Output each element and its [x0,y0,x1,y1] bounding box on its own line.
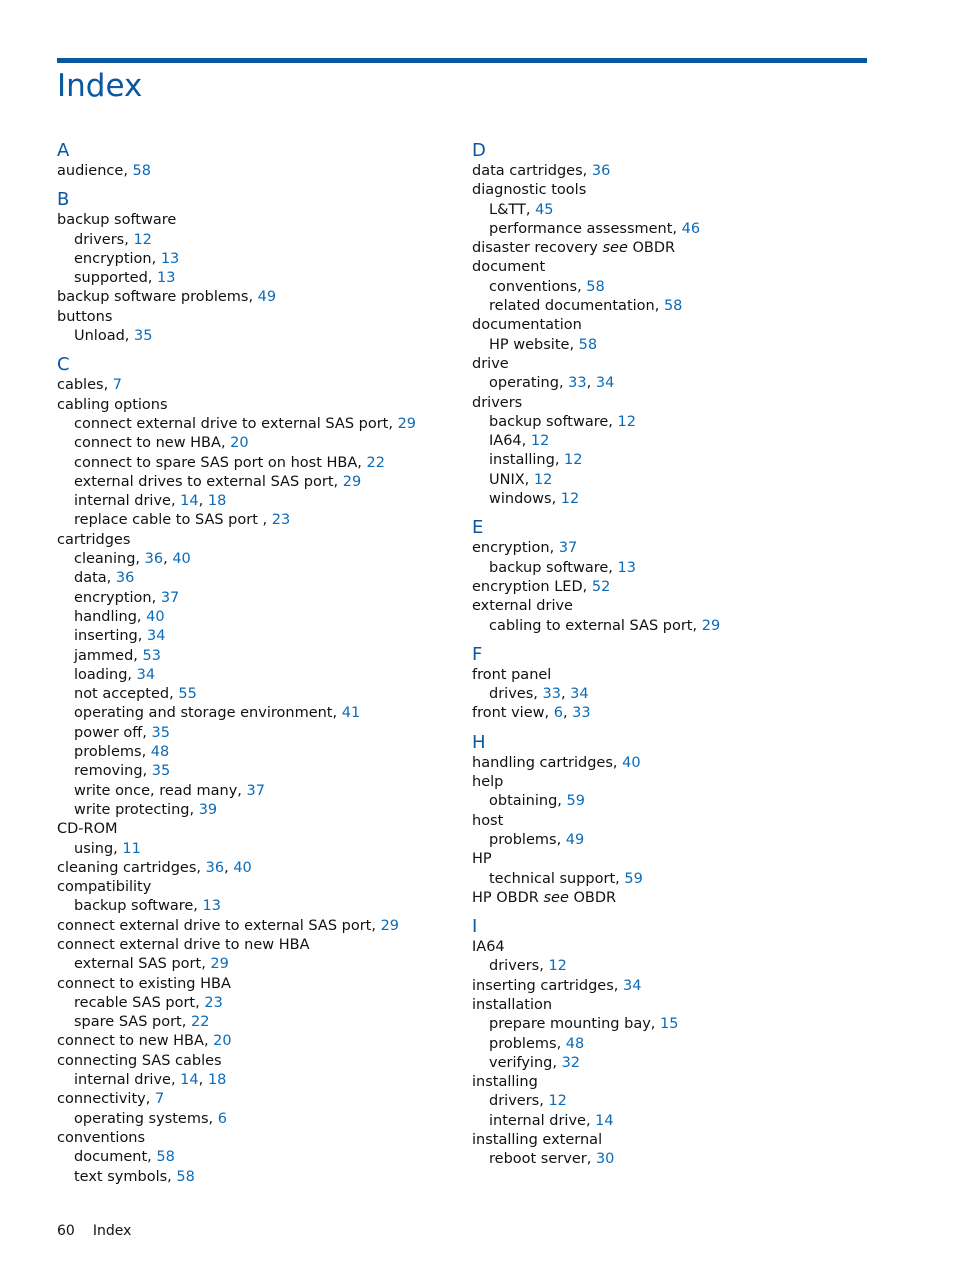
index-term: encryption [472,540,550,557]
index-term: cleaning cartridges [57,859,197,876]
page-link[interactable]: 18 [207,1072,227,1089]
page-link[interactable]: 34 [136,666,156,683]
page-link[interactable]: 34 [146,628,166,645]
index-term: performance assessment [489,220,673,237]
index-subentry: drivers, 12 [489,1093,567,1110]
page-link[interactable]: 13 [160,250,180,267]
index-subentry: UNIX, 12 [489,471,553,488]
index-term: cabling to external SAS port [489,617,693,634]
index-term: installing external [472,1132,603,1149]
index-subentry: related documentation, 58 [489,298,683,315]
index-term: encryption LED [472,578,583,595]
page-link[interactable]: 58 [663,298,683,315]
index-subentry: cabling to external SAS port, 29 [489,617,721,634]
index-entry: inserting cartridges, 34 [472,977,642,994]
index-term: connect to existing HBA [57,975,231,992]
index-term: HP OBDR [472,889,539,906]
see-reference-label: see [543,889,569,906]
index-term: data [74,570,107,587]
index-entry [57,211,467,230]
page-link[interactable]: 45 [535,201,554,218]
index-subentry: Unload, 35 [74,328,153,345]
index-entry [472,355,882,374]
page-link[interactable]: 40 [622,754,641,771]
index-term: problems [489,1035,557,1052]
page-link[interactable]: 29 [380,917,400,934]
index-term: host [472,812,504,829]
page-link[interactable]: 37 [558,540,578,557]
index-term: operating and storage environment [74,705,333,722]
page-link[interactable]: 12 [530,433,550,450]
page-link[interactable]: 52 [591,578,611,595]
index-term: connect to new HBA [74,435,221,452]
page-link[interactable]: 12 [560,491,580,508]
index-term: handling [74,608,137,625]
index-term: operating systems [74,1110,209,1127]
page-link[interactable]: 12 [564,452,583,469]
page-link[interactable]: 49 [565,831,585,848]
index-letter-heading: A [57,140,70,161]
index-term: connecting SAS cables [57,1052,222,1069]
page-link[interactable]: 39 [198,801,218,818]
index-term: CD-ROM [57,821,118,838]
index-term: internal drive [489,1112,586,1129]
page-title: Index [57,68,143,104]
index-subentry: backup software, 12 [489,413,636,430]
page-link[interactable]: 12 [617,413,636,430]
page-link[interactable]: 36 [205,859,225,876]
index-subentry: supported, 13 [74,270,176,287]
index-letter-heading: I [472,916,478,938]
index-term: not accepted [74,686,170,703]
page-link[interactable]: 35 [151,724,170,741]
index-term: using [74,840,114,857]
index-subentry: recable SAS port, 23 [74,994,223,1011]
index-entry [57,936,467,955]
index-subentry: backup software, 13 [74,898,221,915]
index-term: audience [57,163,124,179]
index-term: power off [74,724,143,741]
index-entry: encryption LED, 52 [472,578,611,595]
index-term: Unload [74,328,125,345]
page-link[interactable]: 15 [660,1016,679,1033]
page-link[interactable]: 34 [622,977,642,994]
index-entry: connect external drive to external SAS port, 29 [57,917,400,934]
page-link[interactable]: 7 [112,377,123,394]
index-entry [472,938,882,957]
page-link[interactable]: 36 [115,570,135,587]
page-link[interactable]: 29 [210,956,229,973]
index-term: HP [472,851,492,868]
index-subentry: data, 36 [74,570,135,587]
index-column-left [57,139,467,1194]
index-letter-heading: H [472,731,486,753]
page-link[interactable]: 33 [542,686,561,703]
index-term: IA64 [472,939,505,956]
page-link[interactable]: 49 [257,289,277,306]
index-subentry: reboot server, 30 [489,1151,615,1168]
index-section [472,915,882,1170]
index-entry: backup software problems, 49 [57,289,277,306]
index-term: buttons [57,308,113,325]
index-term: installation [472,996,553,1013]
index-term: installing [472,1074,538,1091]
index-term: drives [489,686,534,703]
page-link[interactable]: 13 [157,270,176,287]
index-entry [57,1129,467,1148]
index-term: external drive [472,598,573,615]
page-link[interactable]: 29 [342,473,362,490]
index-entry: connectivity, 7 [57,1091,165,1108]
index-term: internal drive [74,493,171,510]
index-term: write protecting [74,801,190,818]
page-link[interactable]: 58 [156,1149,175,1166]
index-entry [57,975,467,994]
footer-label: Index [92,1223,132,1239]
index-term: external drives to external SAS port [74,473,334,490]
page-link[interactable]: 23 [204,994,223,1011]
page-link[interactable]: 53 [142,647,161,664]
index-term: connect external drive to external SAS port [74,415,389,432]
index-subentry: IA64, 12 [489,433,550,450]
index-entry [57,531,467,550]
index-term: write once, read many [74,782,238,799]
index-subentry: replace cable to SAS port , 23 [74,512,291,529]
index-term: supported [74,270,148,287]
index-term: drivers [74,231,125,248]
index-subentry: internal drive, 14, 18 [74,493,227,510]
index-section [472,139,882,509]
index-term: reboot server [489,1151,587,1168]
index-entry: encryption, 37 [472,540,578,557]
footer-page-number: 60 [57,1223,75,1239]
index-term: front panel [472,666,552,683]
page-link[interactable]: 40 [146,608,165,625]
page-link[interactable]: 29 [397,415,417,432]
index-term: cartridges [57,531,131,548]
index-subentry: jammed, 53 [74,647,161,664]
index-subentry: internal drive, 14, 18 [74,1072,227,1089]
index-entry [472,812,882,831]
index-entry: handling cartridges, 40 [472,754,641,771]
index-term: diagnostic tools [472,182,587,199]
page-link[interactable]: 22 [190,1014,210,1031]
index-term: HP website [489,336,570,353]
index-subentry: encryption, 13 [74,250,180,267]
index-subentry: using, 11 [74,840,141,857]
index-entry [472,597,882,616]
index-subentry: cleaning, 36, 40 [74,551,191,568]
page-link[interactable]: 35 [151,763,171,780]
index-entry [472,1131,882,1150]
index-subentry: connect to spare SAS port on host HBA, 22 [74,454,385,471]
page-link[interactable]: 37 [160,589,180,606]
index-subentry: HP website, 58 [489,336,598,353]
index-term: encryption [74,589,152,606]
index-term: verifying [489,1054,553,1071]
page-link[interactable]: 35 [134,328,153,345]
index-term: conventions [57,1129,146,1146]
index-term: spare SAS port [74,1014,182,1031]
index-entry [472,666,882,685]
index-term: loading [74,666,128,683]
page-link[interactable]: 22 [366,454,385,471]
index-term: external SAS port [74,956,202,973]
index-entry [472,258,882,277]
see-reference-target: OBDR [573,889,617,906]
index-subentry: prepare mounting bay, 15 [489,1016,679,1033]
index-term: prepare mounting bay [489,1016,651,1033]
index-term: document [74,1149,148,1166]
index-letter-heading: E [472,517,484,539]
page-link[interactable]: 36 [591,163,611,179]
index-entry [472,1073,882,1092]
page-link[interactable]: 14 [595,1112,614,1129]
page-link[interactable]: 36 [144,551,164,568]
index-term: inserting [74,628,138,645]
index-subentry: loading, 34 [74,666,156,683]
index-subentry: drivers, 12 [74,231,152,248]
page-link[interactable]: 40 [233,859,252,876]
page-link[interactable]: 58 [132,163,151,179]
page-link[interactable]: 11 [122,840,141,857]
page-link[interactable]: 48 [150,744,170,761]
page-link[interactable]: 46 [681,220,701,237]
index-subentry: connect external drive to external SAS port, 29 [74,415,417,432]
index-term: technical support [489,870,616,887]
index-term: handling cartridges [472,754,613,771]
index-term: cabling options [57,396,168,413]
page-link[interactable]: 37 [246,782,265,799]
index-subentry: external drives to external SAS port, 29 [74,473,362,490]
index-entry [472,239,882,258]
index-term: installing [489,452,555,469]
index-subentry: L&TT, 45 [489,201,554,218]
page-link[interactable]: 23 [271,512,291,529]
index-term: obtaining [489,793,558,810]
index-subentry: installing, 12 [489,452,583,469]
index-entry [472,316,882,335]
index-subentry: power off, 35 [74,724,170,741]
page-link[interactable]: 6 [553,705,563,722]
page-link[interactable]: 13 [202,898,221,915]
index-term: operating [489,375,559,392]
index-subentry: conventions, 58 [489,278,605,295]
index-term: cleaning [74,551,136,568]
index-subentry: drives, 33, 34 [489,686,589,703]
page-link[interactable]: 14 [180,493,199,510]
page-link[interactable]: 59 [566,793,585,810]
index-subentry: spare SAS port, 22 [74,1014,210,1031]
page-link[interactable]: 58 [586,278,605,295]
index-term: data cartridges [472,163,583,179]
index-term: connect external drive to external SAS port [57,917,372,934]
index-term: IA64 [489,433,522,450]
index-section [57,353,467,1186]
index-subentry: problems, 49 [489,831,585,848]
index-term: connect external drive to new HBA [57,936,310,953]
index-term: removing [74,763,143,780]
page-link[interactable]: 18 [207,493,227,510]
index-term: jammed [74,647,134,664]
index-entry [57,1052,467,1071]
index-term: documentation [472,317,582,334]
page-link[interactable]: 34 [595,375,615,392]
index-term: disaster recovery [472,240,598,257]
page-link[interactable]: 20 [213,1033,232,1050]
index-section [57,188,467,346]
index-subentry: internal drive, 14 [489,1112,614,1129]
page-link[interactable]: 13 [617,559,636,576]
page-link[interactable]: 55 [178,686,197,703]
page-link[interactable]: 29 [701,617,721,634]
index-entry [57,308,467,327]
index-term: drivers [489,1093,540,1110]
index-term: backup software problems [57,289,249,306]
index-term: problems [74,744,142,761]
index-entry: cables, 7 [57,377,123,394]
index-letter-heading: C [57,354,70,376]
index-subentry: write protecting, 39 [74,801,218,818]
page-link[interactable]: 41 [341,705,361,722]
index-section [472,731,882,908]
index-term: recable SAS port [74,994,196,1011]
index-section [472,516,882,635]
index-term: inserting cartridges [472,977,614,994]
page-link[interactable]: 12 [133,231,152,248]
index-term: windows [489,491,552,508]
index-term: help [472,774,504,791]
index-entry: connect to new HBA, 20 [57,1033,232,1050]
index-entry [472,996,882,1015]
index-term: backup software [489,559,609,576]
index-subentry: write once, read many, 37 [74,782,265,799]
page-footer [57,1222,131,1240]
index-subentry: operating and storage environment, 41 [74,705,361,722]
index-term: drivers [489,958,540,975]
index-entry [472,773,882,792]
index-entry [472,181,882,200]
page-link[interactable]: 33 [572,705,591,722]
index-term: drive [472,355,509,372]
index-letter-heading: B [57,189,70,211]
index-entry: front view, 6, 33 [472,705,591,722]
index-entry [57,878,467,897]
index-term: connectivity [57,1091,146,1108]
index-subentry: handling, 40 [74,608,165,625]
page-link[interactable]: 12 [548,1093,567,1110]
index-entry: audience, 58 [57,163,151,179]
page-link[interactable]: 30 [595,1151,615,1168]
index-subentry: connect to new HBA, 20 [74,435,249,452]
index-entry [57,820,467,839]
index-term: internal drive [74,1072,171,1089]
index-term: UNIX [489,471,525,488]
index-term: replace cable to SAS port [74,512,263,529]
index-term: backup software [489,413,609,430]
index-entry [57,396,467,415]
index-entry [472,394,882,413]
see-reference-label: see [602,240,628,257]
index-entry [472,889,882,908]
index-subentry: encryption, 37 [74,589,180,606]
index-subentry: operating, 33, 34 [489,375,615,392]
page-link[interactable]: 6 [217,1110,227,1127]
index-subentry: external SAS port, 29 [74,956,229,973]
page-link[interactable]: 58 [578,336,598,353]
index-term: front view [472,705,545,722]
page-link[interactable]: 34 [570,686,589,703]
index-entry: data cartridges, 36 [472,163,611,179]
index-column-right [472,139,882,1177]
header-rule [57,58,867,63]
index-subentry: obtaining, 59 [489,793,585,810]
page-link[interactable]: 48 [565,1035,585,1052]
index-subentry: text symbols, 58 [74,1168,195,1185]
index-entry: cleaning cartridges, 36, 40 [57,859,252,876]
index-term: cables [57,377,104,394]
page-link[interactable]: 12 [548,958,567,975]
page-link[interactable]: 7 [154,1091,165,1108]
index-section [472,643,882,724]
index-term: L&TT [489,201,526,218]
index-term: connect to spare SAS port on host HBA [74,454,358,471]
index-term: conventions [489,278,578,295]
index-subentry: performance assessment, 46 [489,220,701,237]
see-reference-target: OBDR [632,240,676,257]
index-term: connect to new HBA [57,1033,204,1050]
index-term: related documentation [489,298,655,315]
index-letter-heading: D [472,140,486,161]
index-subentry: windows, 12 [489,491,580,508]
page-link[interactable]: 12 [533,471,553,488]
index-letter-heading: F [472,643,483,665]
index-term: drivers [472,394,523,411]
index-subentry: operating systems, 6 [74,1110,227,1127]
index-term: backup software [74,898,194,915]
index-subentry: document, 58 [74,1149,175,1166]
index-section [57,139,467,181]
index-subentry: inserting, 34 [74,628,166,645]
page-link[interactable]: 32 [561,1054,581,1071]
index-subentry: drivers, 12 [489,958,567,975]
index-entry [472,850,882,869]
index-subentry: problems, 48 [489,1035,585,1052]
page-link[interactable]: 14 [180,1072,199,1089]
page-link[interactable]: 58 [176,1168,195,1185]
index-term: backup software [57,212,177,229]
index-term: problems [489,831,557,848]
index-subentry: problems, 48 [74,744,170,761]
page-link[interactable]: 20 [230,435,249,452]
page-link[interactable]: 40 [172,551,191,568]
index-term: compatibility [57,879,152,896]
index-term: encryption [74,250,152,267]
index-term: text symbols [74,1168,168,1185]
index-term: document [472,259,546,276]
page-link[interactable]: 33 [568,375,587,392]
index-subentry: technical support, 59 [489,870,643,887]
index-subentry: verifying, 32 [489,1054,581,1071]
index-subentry: backup software, 13 [489,559,636,576]
page-link[interactable]: 59 [624,870,643,887]
index-subentry: not accepted, 55 [74,686,197,703]
index-subentry: removing, 35 [74,763,171,780]
